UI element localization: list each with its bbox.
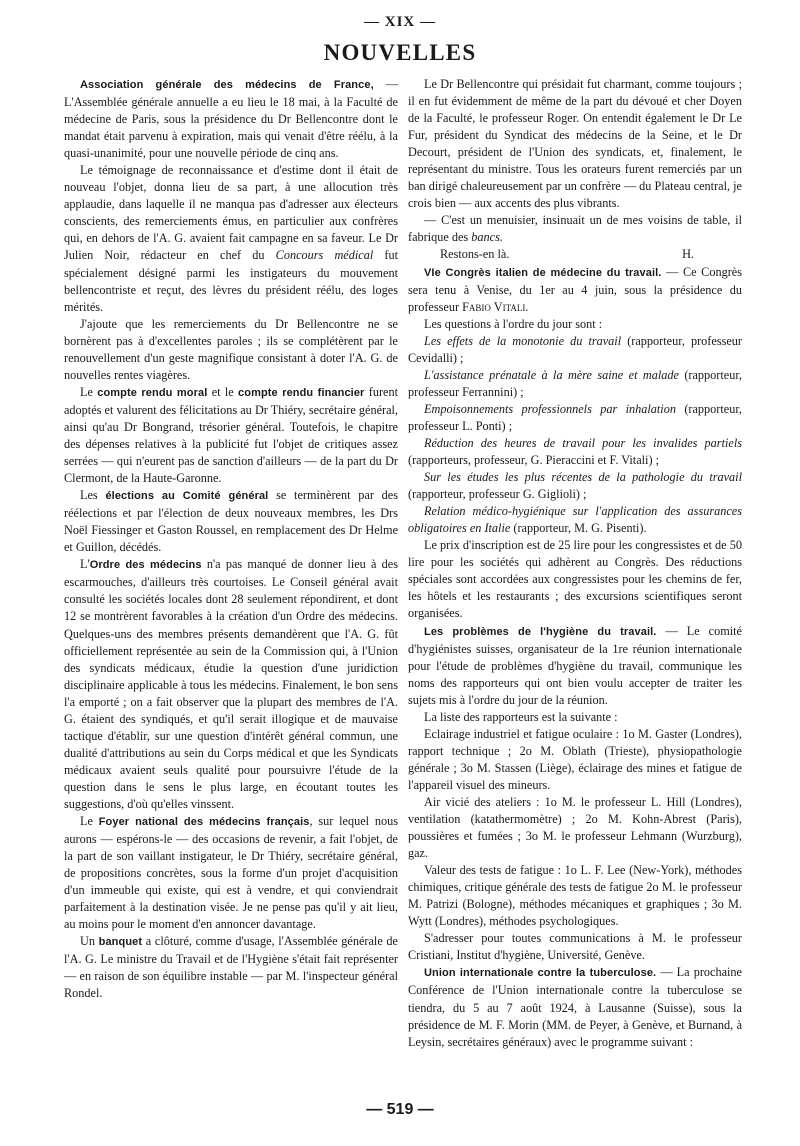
paragraph-association: [64, 76, 398, 162]
heading-compte-rendu-moral: compte rendu moral: [97, 386, 208, 399]
heading-banquet: banquet: [98, 936, 143, 949]
paragraph-congres: [408, 264, 742, 316]
text: — Ce Congrès sera tenu à Venise, du 1er au 4 juin, sous la présidence du professeur: [408, 264, 743, 314]
text: se terminèrent par des réélections et par l'élection de deux nouveaux membres, les Drs Noël Fiessinger et Gaston Roussel, en remplacement des Dr Helme et Guillon, décédés.: [64, 488, 399, 555]
text: Le: [80, 814, 99, 829]
paragraph-union: [408, 964, 742, 1050]
journal-title: Concours médical: [275, 248, 374, 263]
paragraph-menuisier: [408, 212, 742, 246]
question-rapporteur: (rapporteur, M. G. Pisenti).: [510, 521, 647, 536]
text: — L'Assemblée générale annuelle a eu lieu le 18 mai, à la Faculté de médecine de Paris, sous la présidence du Dr Bellencontre dont le mandat était parvenu à expiration, mais qui venait d'être réélu, à la quasi-unanimité, pour une nouvelle période de cinq ans.: [64, 77, 398, 161]
page-header-numeral: — XIX —: [363, 14, 436, 30]
question-rapporteur: (rapporteur, professeur Cevidalli) ;: [408, 333, 742, 365]
question-title: Les effets de la monotonie du travail: [424, 333, 622, 348]
heading-association: Association générale des médecins de France,: [80, 79, 374, 91]
text: a clôturé, comme d'usage, l'Assemblée générale de l'A. G. Le ministre du Travail et de l'Hygiène s'était fait représenter — en raison de son équilibre instable — par M. l'inspecteur général Rondel.: [64, 934, 398, 1001]
text: Le: [80, 384, 98, 399]
rapporteur-item: Valeur des tests de fatigue : 1o L. F. Lee (New-York), méthodes chimiques, critique générale des tests de fatigue 2o M. le professeur M. Patrizi (Bologne), méthodes mécaniques et graphiques ; 3o M. Wytt (Londres), méthodes psychologiques.: [408, 863, 742, 929]
question-title: Sur les études les plus récentes de la pathologie du travail: [424, 470, 742, 485]
text: Le témoignage de reconnaissance et d'estime dont il était de nouveau l'objet, donna lieu de sa part, à une allocution très applaudie, dans laquelle il ne manqua pas d'adresser aux électeurs conscients, des remerciements émus, en particulier aux confrères qui, en dehors de l'A. G. avaient fait campagne en sa faveur. Le Dr Julien Noir, rédacteur en chef du: [64, 163, 398, 263]
text: n'a pas manqué de donner lieu à des escarmouches, d'ailleurs très courtoises. Le Conseil général avait consulté les sociétés locales dont 28 seulement répondirent, et dont 12 se montrèrent favorables à la création d'un Ordre des médecins. Quelques-uns des membres présents demandèrent que l'A. G. fût officiellement représentée au sein de la Commission qui, à l'Union des syndicats médicaux, étudie la question d'une juridiction disciplinaire applicable à tous les médecins. Finalement, le bon sens l'a emporté ; on a fait observer que la plupart des membres de l'A. G. étaient des syndiqués, et qu'il serait illogique et de mauvaise tactique d'établir, sur une question d'intérêt général commun, une dualité d'attributions au sein du Corps médical et que les Syndicats médicaux avaient seuls qualité pour poursuivre l'étude de la question dans le sens le plus large, en écoutant toutes les suggestions, d'où qu'elles vinssent.: [64, 557, 398, 811]
rapporteur-item: Air vicié des ateliers : 1o M. le professeur L. Hill (Londres), ventilation (katathermomètre) ; 2o M. Kohn-Abrest (Paris), poussières et fumées ; 3o M. le professeur Lehmann (Wurzburg), gaz.: [408, 794, 742, 861]
paragraph-remerciements: [64, 316, 398, 384]
questions-list: [408, 333, 742, 538]
questions-intro: Les questions à l'ordre du jour sont :: [424, 316, 603, 331]
question-item: [408, 333, 742, 367]
question-rapporteur: (rapporteur, professeur L. Ponti) ;: [408, 401, 742, 433]
italic-bancs: bancs.: [471, 230, 503, 245]
president-name: Fabio Vitali.: [462, 299, 529, 314]
signature-initial: H.: [682, 247, 694, 262]
page-title: NOUVELLES: [323, 40, 477, 65]
paragraph-banquet: [64, 933, 398, 1002]
liste-intro: La liste des rapporteurs est la suivante :: [424, 709, 618, 724]
paragraph-elections: [64, 487, 398, 556]
text: L': [80, 557, 90, 572]
page-number: — 519 —: [366, 1101, 434, 1118]
text: Les: [80, 488, 106, 503]
text: et le: [207, 384, 239, 399]
right-column: [408, 76, 742, 1051]
heading-compte-rendu-financier: compte rendu financier: [238, 386, 365, 399]
closing-line: Restons-en là.: [440, 247, 510, 262]
question-item: [408, 401, 742, 435]
paragraph-temoignage: [64, 162, 398, 315]
paragraph-foyer: [64, 813, 398, 933]
text: , sur lequel nous aurons — espérons-le — des occasions de revenir, a fait l'objet, de la part de son vaillant instigateur, le Dr Thiéry, secrétaire général, de propositions concrètes, sous la forme d'un projet d'acquisition d'un immeuble qui existe, qui est à vendre, et qui conviendrait parfaitement à la destination visée. Je ne pense pas qu'il y ait lieu, au moins pour le moment d'en annoncer davantage.: [64, 814, 398, 932]
rapporteurs-list: [408, 726, 742, 931]
question-title: Empoisonnements professionnels par inhalation: [424, 401, 676, 416]
heading-hygiene: Les problèmes de l'hygiène du travail.: [424, 625, 657, 638]
question-item: [408, 435, 742, 469]
question-rapporteur: (rapporteurs, professeur, G. Pieraccini et F. Vitali) ;: [408, 453, 659, 468]
text: furent adoptés et valurent des félicitations au Dr Thiéry, secrétaire général, ainsi qu'au Dr Bongrand, trésorier général. Toutefois, le chapitre des dépenses relatives à la publicité fut l'objet de critiques assez serrées — qui n'eurent pas de sanction d'ailleurs — de la part du Dr Clermont, de la Haute-Garonne.: [64, 384, 399, 486]
question-rapporteur: (rapporteur, professeur Ferrannini) ;: [408, 367, 742, 399]
question-title: Relation médico-hygiénique sur l'application des assurances obligatoires en Italie: [408, 504, 742, 536]
paragraph-prix: Le prix d'inscription est de 25 lire pour les congressistes et de 50 lire pour les sociétés qui adhèrent au Congrès. Des réductions spéciales sont accordées aux congressistes pour les chemins de fer, les hôtels et les restaurants ; des excursions scientifiques seront organisées.: [408, 538, 742, 621]
question-item: [408, 367, 742, 401]
text: — La prochaine Conférence de l'Union internationale contre la tuberculose se tiendra, du 5 au 7 août 1924, à Lausanne (Suisse), sous la présidence de M. F. Morin (MM. de Peyer, à Genève, et Burnand, à Leysin, secrétaires généraux) avec le programme suivant :: [408, 965, 742, 1049]
paragraph-hygiene: [408, 623, 742, 709]
question-rapporteur: (rapporteur, professeur G. Giglioli) ;: [408, 487, 587, 502]
text: — C'est un menuisier, insinuait un de mes voisins de table, il fabrique des: [408, 213, 742, 245]
question-title: L'assistance prénatale à la mère saine et malade: [424, 367, 679, 382]
text: fut spécialement désigné parmi les instigateurs du mouvement bellencontriste et reçut, des lèvres du président réélu, des loges mérités.: [64, 248, 398, 314]
question-item: [408, 503, 742, 537]
left-column: [64, 76, 398, 1003]
text: Un: [80, 934, 99, 949]
text: J'ajoute que les remerciements du Dr Bellencontre ne se bornèrent pas à d'excellentes paroles ; ils se complétèrent par le renouvellement d'un geste magnifique consistant à doter l'A. G. de nouvelles rentes viagères.: [64, 316, 398, 382]
paragraph-compte-rendu: [64, 384, 398, 487]
heading-congres: VIe Congrès italien de médecine du travail.: [424, 266, 662, 279]
heading-foyer: Foyer national des médecins français: [98, 816, 310, 829]
signature-row: [408, 246, 742, 263]
heading-union: Union internationale contre la tuberculose.: [424, 967, 657, 980]
paragraph-bellencontre: Le Dr Bellencontre qui présidait fut charmant, comme toujours ; il en fut évidemment de même de la part du dévoué et cher Doyen de la Faculté, le professeur Roger. On entendit également le Dr Le Fur, président du Syndicat des médecins de la Seine, et le Dr Decourt, président de l'Union des syndicats, et, finalement, le représentant du ministre. Tous les orateurs furent remerciés par un ban dirigé chaleureusement par un confrère — du Plateau central, je crois bien — aux accents des plus vibrants.: [408, 77, 742, 211]
heading-ordre: Ordre des médecins: [89, 559, 202, 572]
question-item: [408, 469, 742, 503]
paragraph-adresser: S'adresser pour toutes communications à M. le professeur Cristiani, Institut d'hygiène, Université, Genève.: [408, 931, 742, 963]
question-title: Réduction des heures de travail pour les invalides partiels: [424, 435, 742, 450]
text: — Le comité d'hygiénistes suisses, organisateur de la 1re réunion internationale pour l'étude de problèmes d'hygiène du travail, communique les noms des rapporteurs qui ont bien voulu accepter de traiter les sujets mis à l'ordre du jour de la réunion.: [408, 623, 742, 707]
paragraph-ordre: [64, 556, 398, 813]
rapporteur-item: Eclairage industriel et fatigue oculaire : 1o M. Gaster (Londres), rapport technique ; 2o M. Oblath (Trieste), physiopathologie générale ; 3o M. Stassen (Liège), éclairage des mines et fatigue de l'appareil visuel des mineurs.: [408, 726, 742, 792]
heading-elections: élections au Comité général: [105, 490, 269, 503]
